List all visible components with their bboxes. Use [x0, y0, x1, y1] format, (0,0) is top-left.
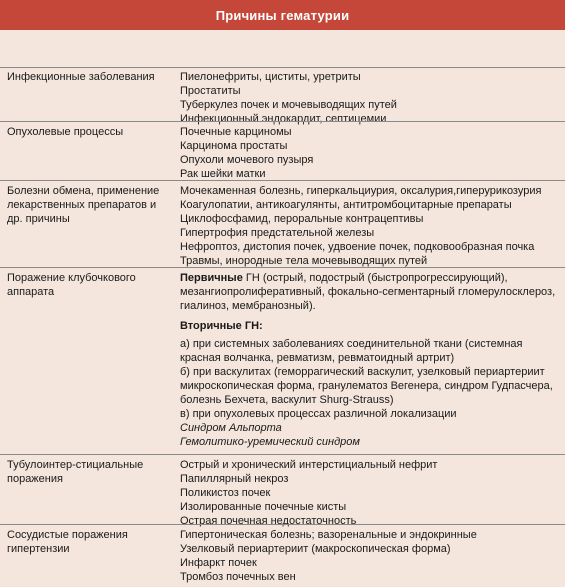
detail-item: Узелковый периартериит (макроскопическая форма) — [180, 543, 451, 555]
cause-details — [180, 122, 560, 181]
detail-item: Рак шейки матки — [180, 168, 266, 180]
cause-details — [180, 268, 560, 449]
detail-item: Изолированные почечные кисты — [180, 501, 347, 513]
detail-item: Гипертрофия предстательной железы — [180, 227, 375, 239]
table-row — [0, 267, 565, 455]
table-row — [0, 67, 565, 125]
cause-label: Инфекционные заболевания — [7, 71, 155, 83]
secondary-gn-item: а) при системных заболеваниях соединительной ткани (системная красная волчанка, ревматизм, ревматоидный артрит) — [180, 338, 523, 364]
detail-item: Туберкулез почек и мочевыводящих путей — [180, 99, 397, 111]
syndrome-item: Гемолитико-уремический синдром — [180, 436, 360, 448]
detail-item: Травмы, инородные тела мочевыводящих путей — [180, 255, 428, 267]
primary-gn-label: Первичные — [180, 272, 243, 284]
detail-item: Острая почечная недостаточность — [180, 515, 357, 527]
detail-item: Инфекционный эндокардит, септицемии — [180, 113, 387, 125]
detail-item: Инфаркт почек — [180, 557, 257, 569]
table-row — [0, 454, 565, 525]
secondary-gn-item: в) при опухолевых процессах различной локализации — [180, 408, 457, 420]
detail-item: Пиелонефриты, циститы, уретриты — [180, 71, 361, 83]
detail-item: Карцинома простаты — [180, 140, 288, 152]
cause-label: Сосудистые поражения гипертензии — [7, 529, 128, 555]
table-row — [0, 121, 565, 181]
cause-details — [180, 181, 560, 268]
cause-label: Тубулоинтер-стициальные поражения — [7, 459, 144, 485]
detail-item: Почечные карциномы — [180, 126, 292, 138]
detail-item: Коагулопатии, антикоагулянты, антитромбоцитарные препараты — [180, 199, 512, 211]
detail-item: Поликистоз почек — [180, 487, 271, 499]
detail-item: Нефроптоз, дистопия почек, удвоение почек, подковообразная почка — [180, 241, 535, 253]
table-row — [0, 524, 565, 587]
detail-item: Мочекаменная болезнь, гиперкальциурия, оксалурия,гиперурикозурия — [180, 185, 542, 197]
detail-item: Острый и хронический интерстициальный нефрит — [180, 459, 438, 471]
primary-gn-paragraph — [180, 271, 560, 313]
cause-label: Опухолевые процессы — [7, 126, 124, 138]
secondary-gn-item: б) при васкулитах (геморрагический васкулит, узелковый периартериит микроскопическая форма, гранулематоз Вегенера, синдром Гудпасчера, болезнь Бехчета, васкулит Shurg-Strauss) — [180, 366, 553, 406]
header-spacer — [0, 30, 565, 68]
cause-label: Болезни обмена, применение лекарственных препаратов и др. причины — [7, 185, 160, 225]
secondary-gn-label: Вторичные ГН: — [180, 320, 263, 332]
detail-item: Папиллярный некроз — [180, 473, 289, 485]
primary-gn-text: ГН (острый, подострый (быстропрогрессирующий), мезангиопролиферативный, фокально-сегментарный гломерулосклероз, гиалиноз, мембранозный). — [180, 272, 556, 312]
detail-item: Опухоли мочевого пузыря — [180, 154, 314, 166]
cause-label: Поражение клубочкового аппарата — [7, 272, 136, 298]
cause-details — [180, 525, 560, 584]
detail-item: Гипертоническая болезнь; вазоренальные и эндокринные — [180, 529, 477, 541]
table-title: Причины гематурии — [0, 0, 565, 30]
cause-details — [180, 67, 560, 126]
syndrome-item: Синдром Альпорта — [180, 422, 282, 434]
detail-item: Тромбоз почечных вен — [180, 571, 296, 583]
cause-details — [180, 455, 560, 528]
detail-item: Простатиты — [180, 85, 241, 97]
detail-item: Циклофосфамид, пероральные контрацептивы — [180, 213, 424, 225]
table-row — [0, 180, 565, 268]
